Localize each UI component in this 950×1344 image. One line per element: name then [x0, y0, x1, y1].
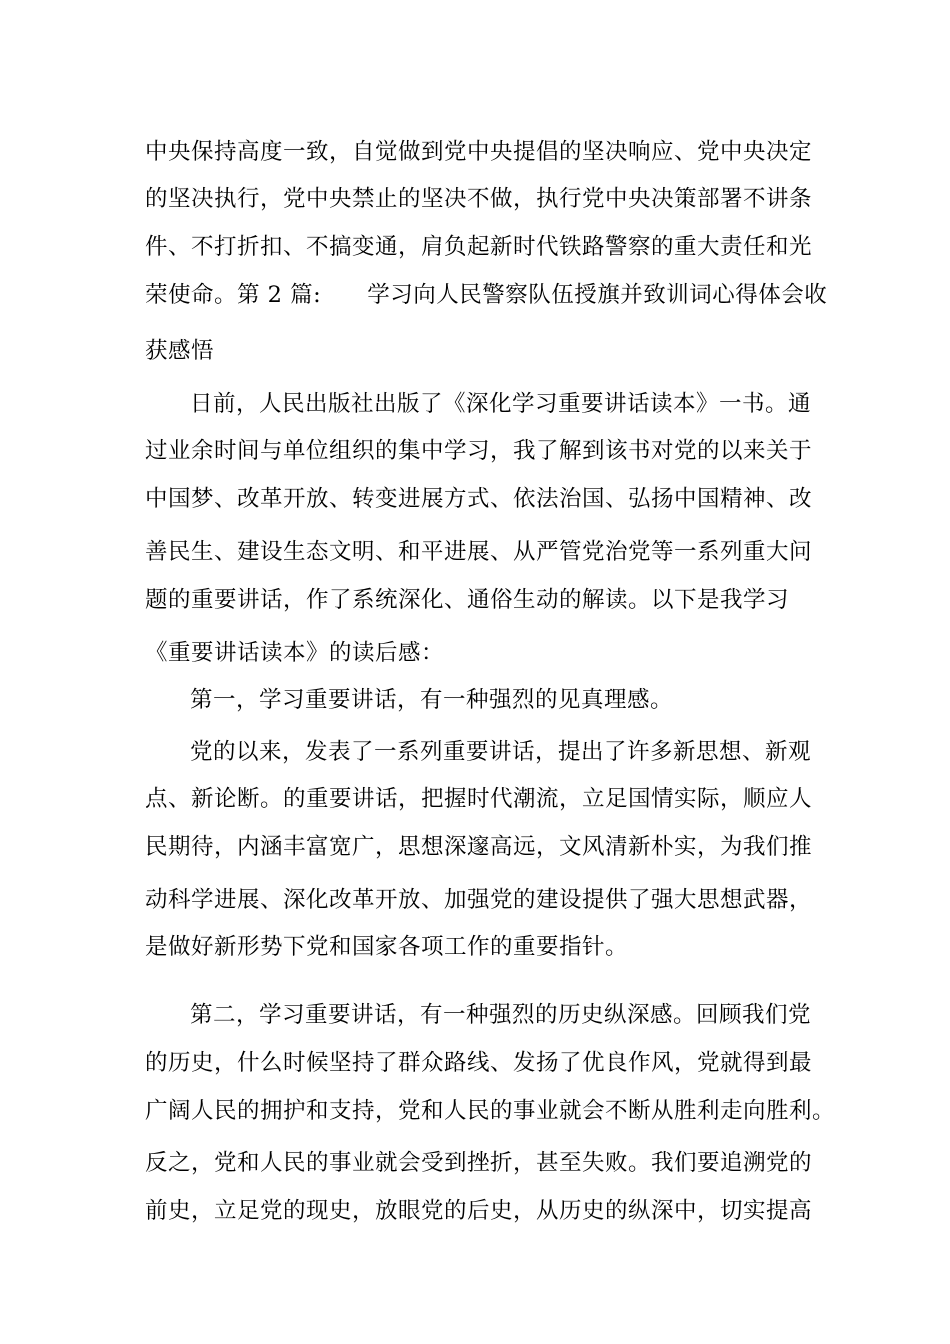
- text-line: 动科学进展、深化改革开放、加强党的建设提供了强大思想武器，: [145, 887, 813, 913]
- paragraph-first-line: 第二，学习重要讲话，有一种强烈的历史纵深感。回顾我们党: [190, 1002, 812, 1028]
- text-line: 荣使命。第 2 篇: 学习向人民警察队伍授旗并致训词心得体会收: [145, 282, 828, 308]
- paragraph-first-line: 党的以来，发表了一系列重要讲话，提出了许多新思想、新观: [190, 739, 812, 765]
- text-line: 是做好新形势下党和国家各项工作的重要指针。: [145, 934, 629, 960]
- text-line: 的坚决执行，党中央禁止的坚决不做，执行党中央决策部署不讲条: [145, 186, 813, 212]
- text-line: 题的重要讲话，作了系统深化、通俗生动的解读。以下是我学习: [145, 587, 790, 613]
- text-line: 中国梦、改革开放、转变进展方式、依法治国、弘扬中国精神、改: [145, 486, 813, 512]
- text-line: 中央保持高度一致，自觉做到党中央提倡的坚决响应、党中央决定: [145, 139, 813, 165]
- paragraph-first-line: 第一，学习重要讲话，有一种强烈的见真理感。: [190, 687, 674, 713]
- text-line: 广阔人民的拥护和支持，党和人民的事业就会不断从胜利走向胜利。: [145, 1098, 836, 1124]
- text-line: 过业余时间与单位组织的集中学习，我了解到该书对党的以来关于: [145, 438, 813, 464]
- text-line: 反之，党和人民的事业就会受到挫折，甚至失败。我们要追溯党的: [145, 1150, 813, 1176]
- text-line: 获感悟: [145, 338, 215, 364]
- text-line: 《重要讲话读本》的读后感：: [145, 640, 445, 666]
- text-line: 善民生、建设生态文明、和平进展、从严管党治党等一系列重大问: [145, 539, 813, 565]
- text-line: 前史，立足党的现史，放眼党的后史，从历史的纵深中，切实提高: [145, 1198, 813, 1224]
- paragraph-first-line: 日前，人民出版社出版了《深化学习重要讲话读本》一书。通: [190, 391, 812, 417]
- text-line: 民期待，内涵丰富宽广，思想深邃高远，文风清新朴实，为我们推: [145, 834, 813, 860]
- text-line: 件、不打折扣、不搞变通，肩负起新时代铁路警察的重大责任和光: [145, 234, 813, 260]
- text-line: 点、新论断。的重要讲话，把握时代潮流，立足国情实际，顺应人: [145, 786, 813, 812]
- text-line: 的历史，什么时候坚持了群众路线、发扬了优良作风，党就得到最: [145, 1050, 813, 1076]
